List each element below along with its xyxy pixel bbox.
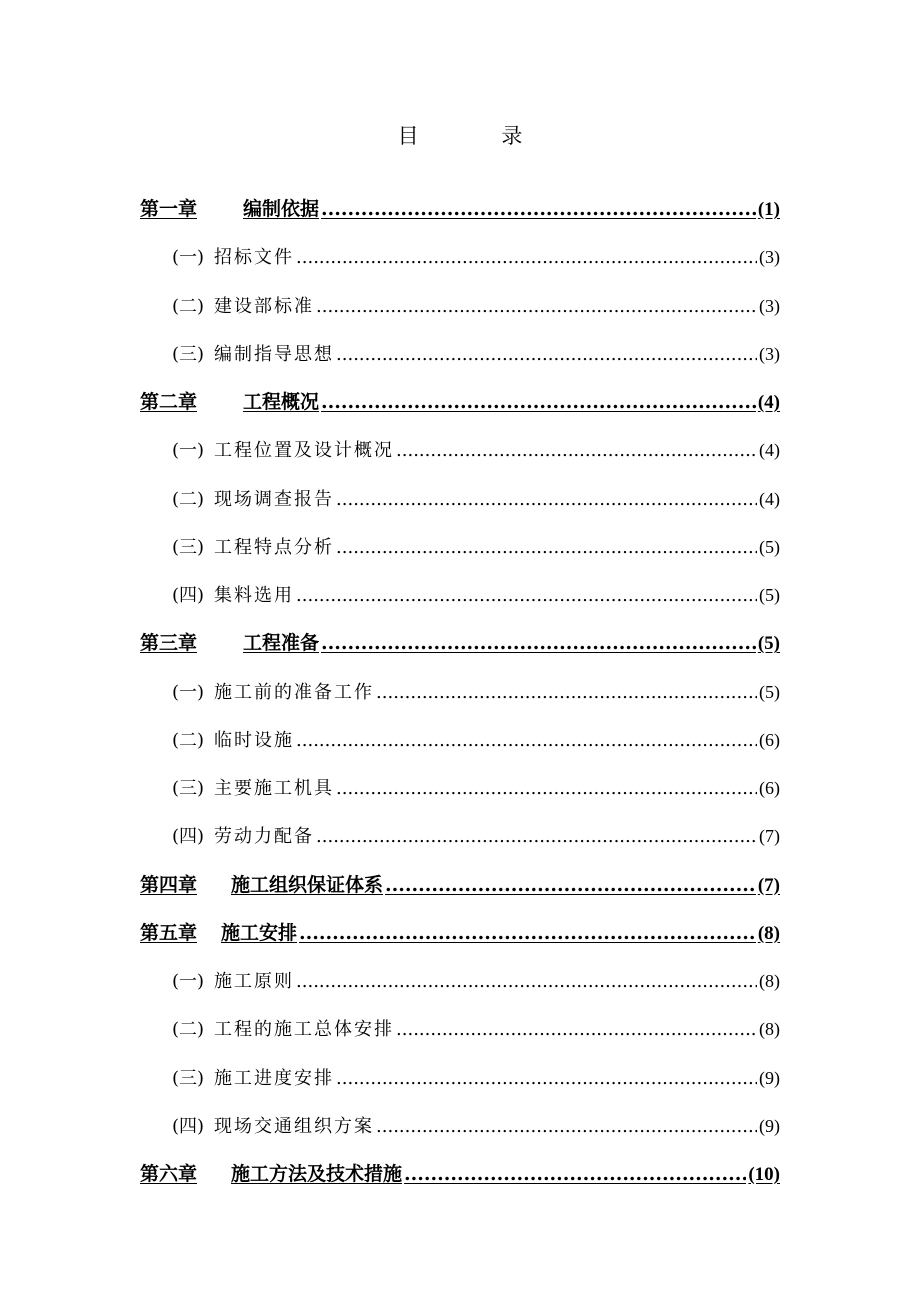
toc-section-entry[interactable] [140, 237, 780, 285]
toc-chapter-entry[interactable] [140, 865, 780, 913]
toc-section-entry[interactable] [140, 334, 780, 382]
section-number: (三) [172, 1067, 205, 1089]
page-number: (5) [757, 633, 780, 655]
toc-list [140, 189, 780, 1202]
dot-leader [336, 528, 757, 568]
toc-section-entry[interactable] [140, 1106, 780, 1154]
toc-chapter-entry[interactable] [140, 1154, 780, 1202]
toc-section-entry[interactable] [140, 1058, 780, 1106]
page-number: (3) [759, 343, 780, 364]
dot-leader [404, 1154, 746, 1194]
section-number: (二) [172, 295, 205, 317]
chapter-number: 第一章 [140, 198, 198, 220]
section-number: (三) [172, 536, 205, 558]
dot-leader [336, 769, 757, 809]
toc-section-entry[interactable] [140, 479, 780, 527]
section-title: 施工原则 [214, 971, 295, 992]
section-number: (一) [172, 247, 205, 269]
page-number: (1) [757, 199, 780, 220]
page-number: (9) [759, 1115, 780, 1136]
dot-leader [296, 238, 757, 278]
section-title: 主要施工机具 [214, 778, 335, 799]
page-number: (7) [759, 826, 780, 847]
page-number: (4) [757, 392, 780, 413]
toc-chapter-entry[interactable] [140, 189, 780, 237]
chapter-title: 施工安排 [221, 921, 298, 944]
dot-leader [299, 913, 756, 953]
toc-section-entry[interactable] [140, 672, 780, 720]
chapter-number: 第四章 [140, 873, 198, 896]
page-number: (4) [759, 440, 780, 461]
section-number: (一) [172, 681, 205, 703]
dot-leader [336, 335, 757, 375]
dot-leader [321, 382, 756, 422]
section-title: 施工前的准备工作 [214, 681, 375, 703]
section-number: (四) [172, 585, 205, 606]
page-number: (6) [759, 729, 780, 750]
toc-section-entry[interactable] [140, 816, 780, 864]
chapter-number: 第三章 [140, 632, 198, 655]
toc-section-entry[interactable] [140, 961, 780, 1009]
toc-section-entry[interactable] [140, 527, 780, 575]
toc-section-entry[interactable] [140, 720, 780, 768]
section-title: 招标文件 [214, 247, 295, 269]
dot-leader [321, 623, 756, 663]
dot-leader [376, 673, 757, 713]
section-title: 现场交通组织方案 [214, 1115, 375, 1137]
section-number: (四) [172, 826, 205, 848]
section-title: 建设部标准 [214, 295, 315, 317]
toc-chapter-entry[interactable] [140, 913, 780, 961]
section-number: (二) [172, 729, 205, 751]
chapter-title: 编制依据 [243, 198, 320, 220]
page-number: (8) [759, 1019, 780, 1040]
page-number: (6) [759, 778, 780, 798]
section-title: 劳动力配备 [214, 826, 315, 848]
toc-chapter-entry[interactable] [140, 623, 780, 671]
page-number: (5) [759, 681, 780, 702]
page-number: (4) [759, 488, 780, 509]
page-number: (3) [759, 247, 780, 268]
toc-section-entry[interactable] [140, 286, 780, 334]
toc-section-entry[interactable] [140, 430, 780, 478]
chapter-title: 工程概况 [243, 391, 320, 413]
dot-leader [316, 817, 757, 857]
page-number: (8) [759, 971, 780, 991]
section-title: 临时设施 [214, 729, 295, 751]
toc-title: 目 录 [397, 124, 561, 148]
section-number: (四) [172, 1115, 205, 1137]
section-number: (二) [172, 488, 205, 510]
section-number: (一) [172, 971, 205, 992]
section-title: 工程位置及设计概况 [214, 440, 395, 462]
dot-leader [376, 1107, 757, 1147]
dot-leader [336, 1059, 757, 1099]
section-title: 施工进度安排 [214, 1067, 335, 1089]
chapter-number: 第六章 [140, 1163, 198, 1185]
page-number: (10) [748, 1164, 780, 1185]
dot-leader [296, 721, 757, 761]
chapter-number: 第二章 [140, 391, 198, 413]
chapter-title: 施工方法及技术措施 [231, 1163, 403, 1185]
chapter-title: 工程准备 [243, 632, 320, 655]
page-number: (9) [759, 1067, 780, 1088]
section-number: (一) [172, 440, 205, 462]
dot-leader [396, 431, 757, 471]
page-number: (7) [757, 874, 780, 896]
toc-section-entry[interactable] [140, 768, 780, 816]
page-number: (5) [759, 585, 780, 605]
section-title: 现场调查报告 [214, 488, 335, 510]
section-number: (二) [172, 1019, 205, 1041]
section-title: 工程的施工总体安排 [214, 1019, 395, 1041]
section-title: 集料选用 [214, 585, 295, 606]
toc-chapter-entry[interactable] [140, 382, 780, 430]
section-number: (三) [172, 778, 205, 799]
chapter-number: 第五章 [140, 921, 198, 944]
toc-section-entry[interactable] [140, 1009, 780, 1057]
page-number: (8) [757, 922, 780, 944]
page-number: (5) [759, 536, 780, 557]
dot-leader [336, 480, 757, 520]
page-number: (3) [759, 295, 780, 316]
toc-section-entry[interactable] [140, 575, 780, 623]
dot-leader [296, 962, 757, 1002]
dot-leader [396, 1010, 757, 1050]
chapter-title: 施工组织保证体系 [231, 873, 384, 896]
section-number: (三) [172, 343, 205, 365]
dot-leader [321, 189, 756, 229]
section-title: 工程特点分析 [214, 536, 335, 558]
dot-leader [296, 576, 757, 616]
section-title: 编制指导思想 [214, 343, 335, 365]
dot-leader [385, 865, 756, 905]
dot-leader [316, 287, 757, 327]
